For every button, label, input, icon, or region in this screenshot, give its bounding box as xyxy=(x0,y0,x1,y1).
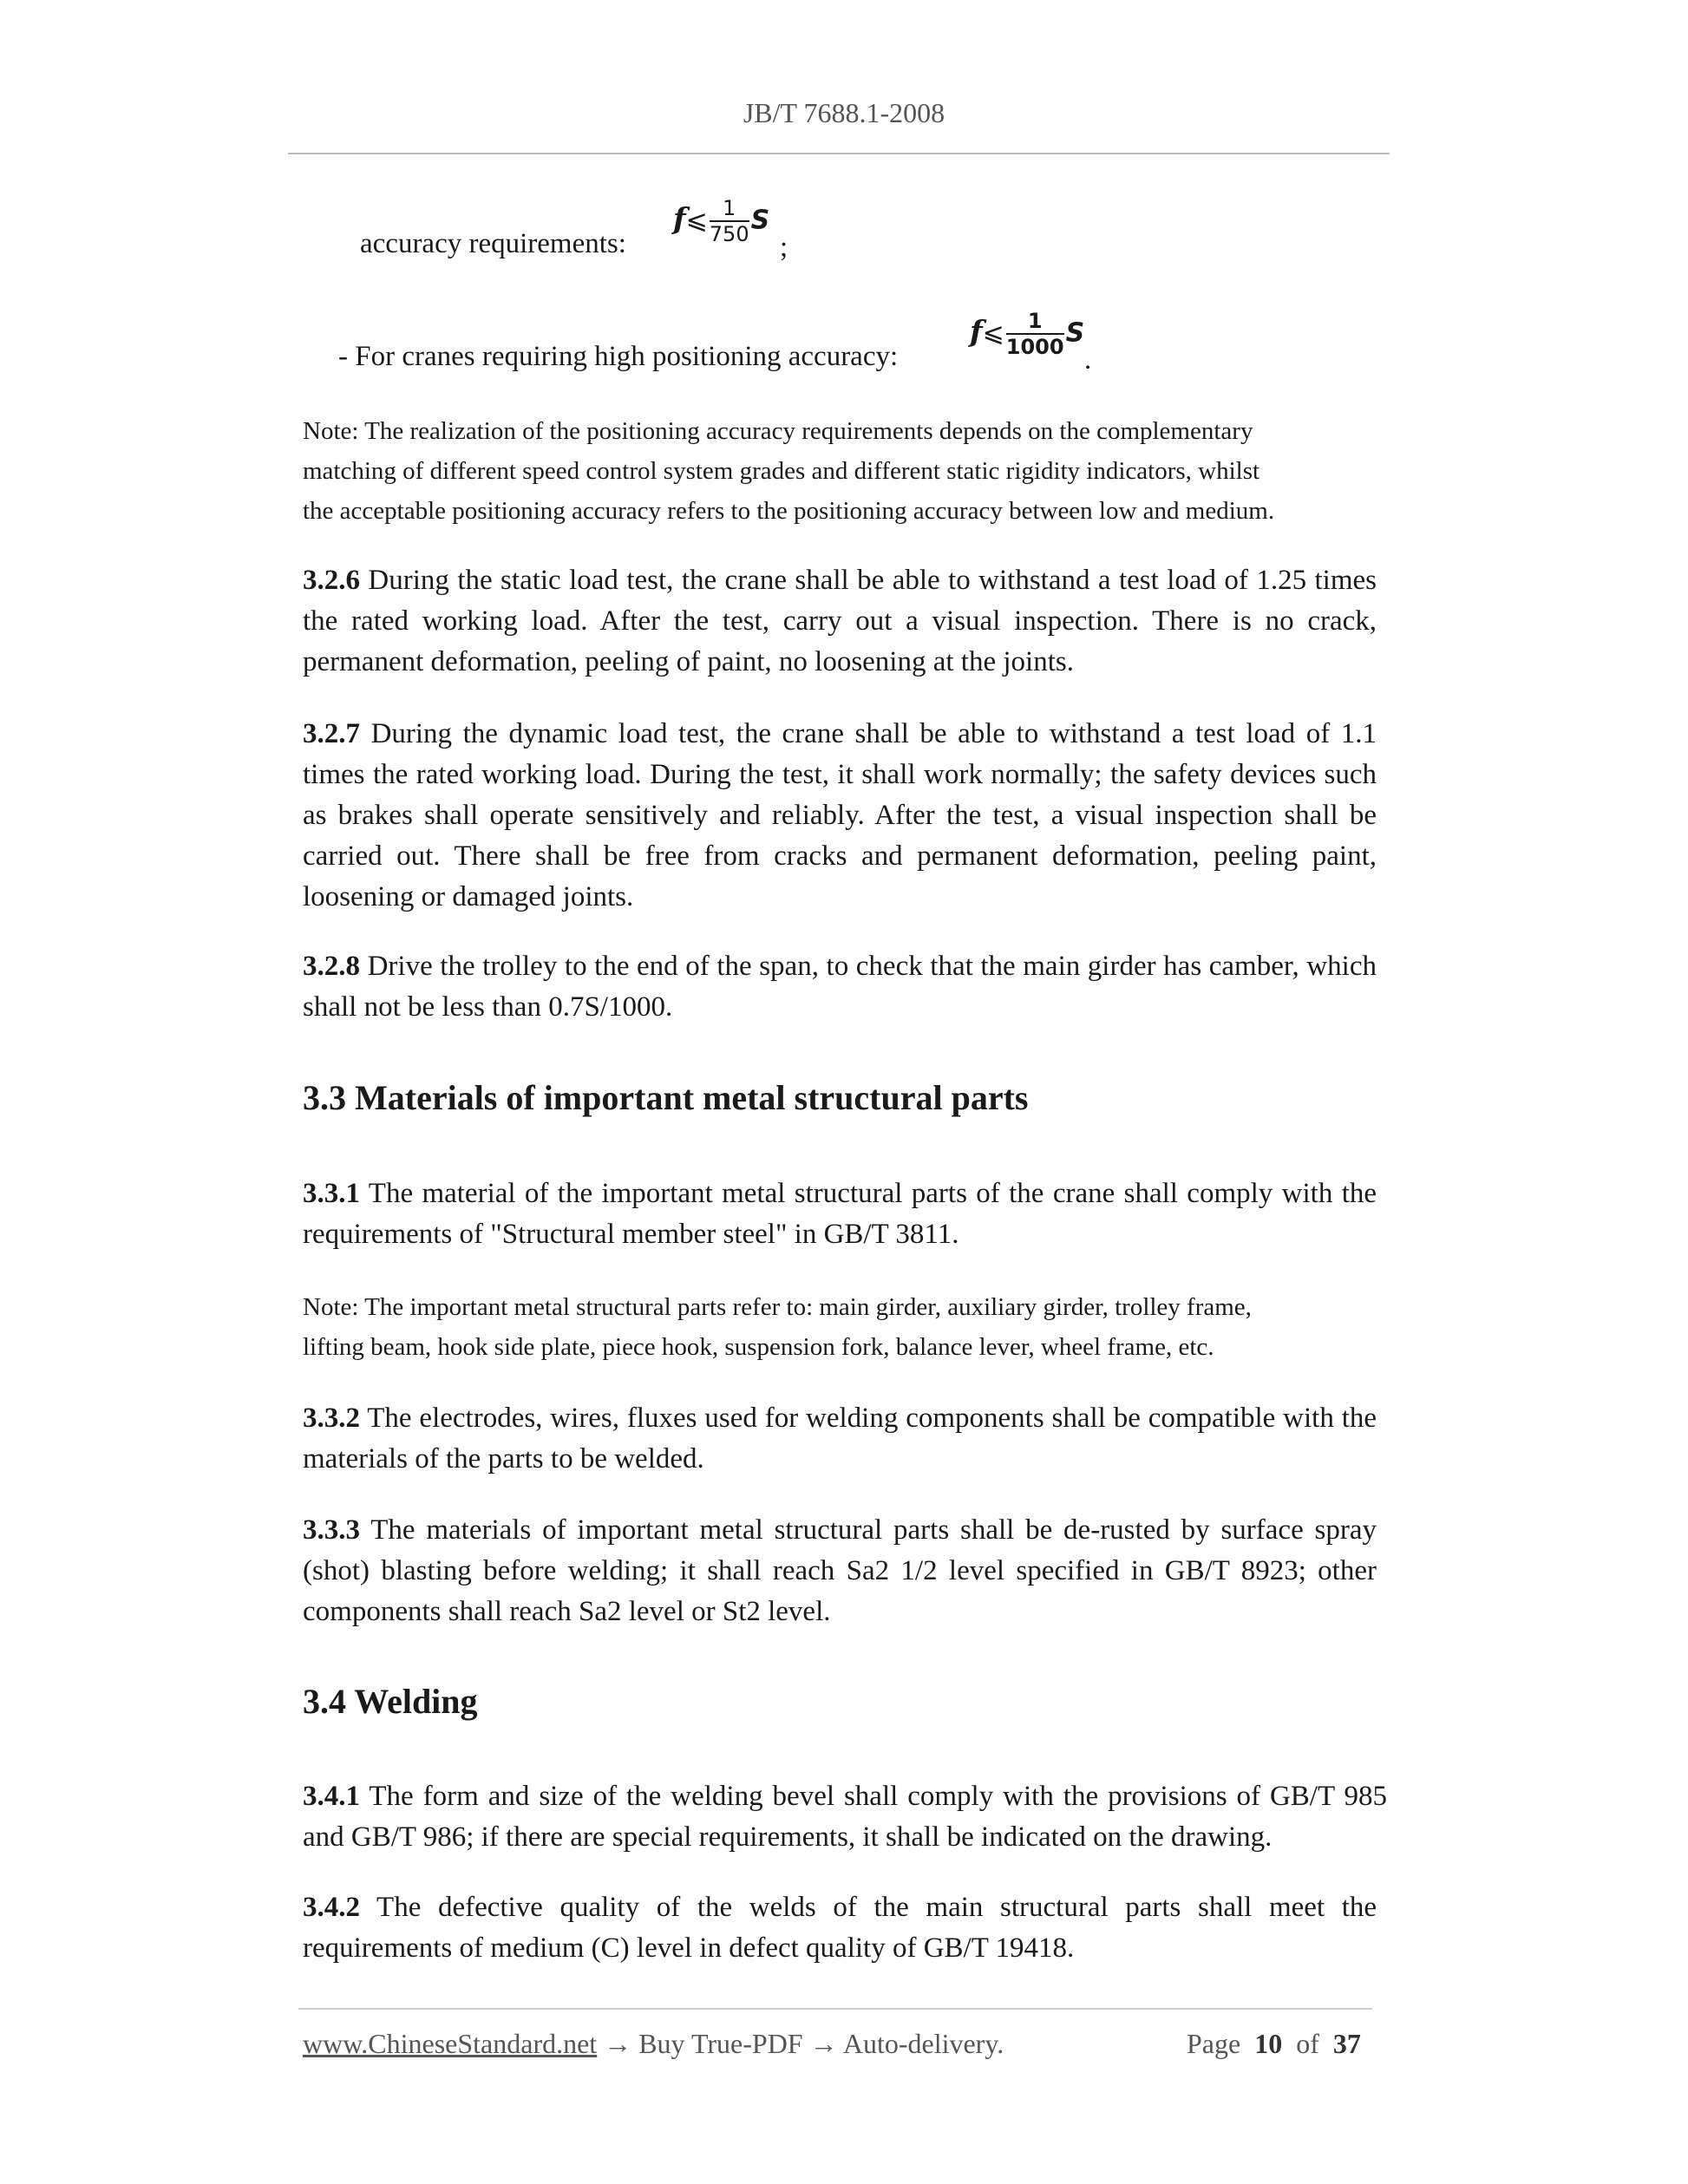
formula-variable: S xyxy=(750,205,770,236)
formula-operator: ⩽ xyxy=(982,317,1004,349)
clause-3-3-1 xyxy=(303,1174,1377,1255)
clause-number: 3.3.3 xyxy=(303,1514,360,1546)
of-label: of xyxy=(1296,2028,1319,2059)
footer-delivery-text: Auto-delivery. xyxy=(842,2028,1004,2059)
formula-750 xyxy=(673,198,769,245)
page-label: Page xyxy=(1187,2028,1241,2059)
clause-text: The defective quality of the welds of the main structural parts shall meet the requirements of medium (C) level in defect quality of GB/T 19418. xyxy=(303,1892,1377,1964)
formula-750-trailing: ; xyxy=(780,232,788,263)
clause-3-2-7 xyxy=(303,714,1377,918)
accuracy-line-1 xyxy=(360,224,626,264)
formula-lhs: f xyxy=(673,201,686,237)
footer-buy-text: Buy True-PDF xyxy=(638,2028,803,2059)
clause-number: 3.2.8 xyxy=(303,951,360,982)
clause-text: The form and size of the welding bevel shall comply with the provisions of GB/T 985 and GB/T 986; if there are special requirements, it shall be indicated on the drawing. xyxy=(303,1781,1387,1853)
clause-number: 3.4.1 xyxy=(303,1781,360,1812)
note-2-line-2: lifting beam, hook side plate, piece hook, suspension fork, balance lever, wheel frame, etc. xyxy=(303,1333,1214,1361)
clause-text: The electrodes, wires, fluxes used for welding components shall be compatible with the materials of the parts to be welded. xyxy=(303,1403,1377,1475)
note-2-line-1: Note: The important metal structural parts refer to: main girder, auxiliary girder, trolley frame, xyxy=(303,1293,1252,1321)
accuracy-line-2-text: - For cranes requiring high positioning accuracy: xyxy=(338,341,899,372)
clause-3-2-6 xyxy=(303,560,1377,683)
fraction-numerator: 1 xyxy=(710,198,749,222)
clause-text: During the dynamic load test, the crane shall be able to withstand a test load of 1.1 times the rated working load. During the test, it shall work normally; the safety devices such as brakes shall operate sensitively and reliably. After the test, a visual inspection shall be carried out. There shall be free from cracks and permanent deformation, peeling paint, loosening or damaged joints. xyxy=(303,718,1377,912)
section-heading-3-4: 3.4 Welding xyxy=(303,1682,478,1721)
arrow-icon: → xyxy=(809,2028,838,2059)
fraction-numerator: 1 xyxy=(1006,311,1064,335)
clause-3-2-8 xyxy=(303,946,1377,1028)
formula-operator: ⩽ xyxy=(685,205,708,236)
formula-1000-trailing: . xyxy=(1084,344,1092,376)
page-number: 10 xyxy=(1254,2028,1283,2059)
clause-text: Drive the trolley to the end of the span, to check that the main girder has camber, which shall not be less than 0.7S/1000. xyxy=(303,951,1377,1023)
section-heading-3-3: 3.3 Materials of important metal structural parts xyxy=(303,1078,1029,1117)
clause-3-4-2 xyxy=(303,1887,1377,1969)
clause-number: 3.2.7 xyxy=(303,718,360,749)
arrow-icon: → xyxy=(604,2028,632,2059)
note-1-line-1: Note: The realization of the positioning accuracy requirements depends on the complementary xyxy=(303,417,1253,445)
clause-number: 3.3.1 xyxy=(303,1178,360,1209)
formula-1000 xyxy=(970,311,1084,357)
accuracy-line-1-text: accuracy requirements: xyxy=(360,228,626,259)
fraction-denominator: 750 xyxy=(709,222,749,246)
clause-3-3-2 xyxy=(303,1398,1377,1480)
page-total: 37 xyxy=(1332,2028,1361,2059)
footer-left xyxy=(303,2028,1004,2060)
header-title: JB/T 7688.1-2008 xyxy=(743,97,945,128)
accuracy-line-2 xyxy=(338,337,898,376)
footer-site-link[interactable]: www.ChineseStandard.net xyxy=(303,2028,598,2059)
clause-number: 3.3.2 xyxy=(303,1403,360,1434)
clause-3-3-3 xyxy=(303,1510,1377,1632)
note-1-line-2: matching of different speed control system grades and different static rigidity indicators, whilst xyxy=(303,457,1260,485)
clause-text: The materials of important metal structural parts shall be de-rusted by surface spray (shot) blasting before welding; it shall reach Sa2 1/2 level specified in GB/T 8923; other components shall reach Sa2 level or St2 level. xyxy=(303,1514,1377,1627)
clause-number: 3.2.6 xyxy=(303,565,360,596)
formula-fraction xyxy=(710,198,749,245)
formula-variable: S xyxy=(1065,317,1085,349)
note-1-line-3: the acceptable positioning accuracy refers to the positioning accuracy between low and medium. xyxy=(303,497,1275,525)
clause-3-4-1 xyxy=(303,1776,1387,1858)
footer-divider xyxy=(298,2008,1372,2010)
fraction-denominator: 1000 xyxy=(1005,335,1064,359)
clause-text: The material of the important metal structural parts of the crane shall comply with the requirements of "Structural member steel" in GB/T 3811. xyxy=(303,1178,1377,1250)
clause-text: During the static load test, the crane shall be able to withstand a test load of 1.25 times the rated working load. After the test, carry out a visual inspection. There is no crack, permanent deformation, peeling of paint, no loosening at the joints. xyxy=(303,565,1377,677)
clause-number: 3.4.2 xyxy=(303,1892,360,1923)
formula-lhs: f xyxy=(970,314,983,350)
page-indicator xyxy=(1187,2028,1361,2060)
formula-fraction xyxy=(1006,311,1064,357)
header-divider xyxy=(288,153,1390,154)
